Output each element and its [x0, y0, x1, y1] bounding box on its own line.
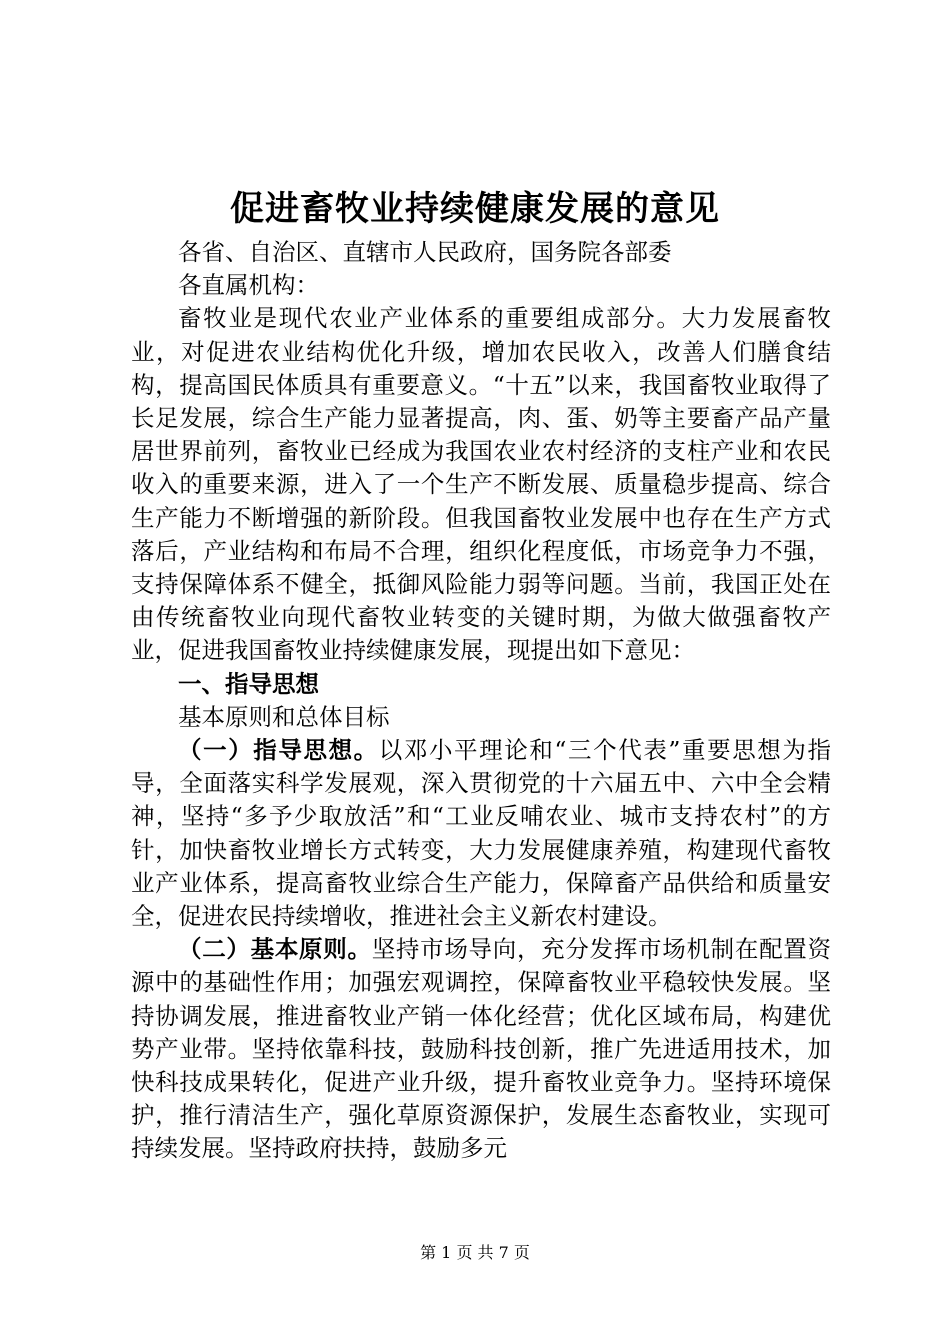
document-body: [131, 236, 831, 1166]
section-1-subheading: 基本原则和总体目标: [178, 702, 390, 731]
item-1-paragraph: [131, 734, 831, 933]
item-2-paragraph: [131, 933, 831, 1165]
item-1-label: （一）指导思想。: [178, 736, 379, 765]
document-title: 促进畜牧业持续健康发展的意见: [230, 189, 720, 229]
item-2-text: 坚持市场导向，充分发挥市场机制在配置资源中的基础性作用；加强宏观调控，保障畜牧业平稳较快发展。坚持协调发展，推进畜牧业产销一体化经营；优化区域布局，构建优势产业带。坚持依靠科技，鼓励科技创新，推广先进适用技术，加快科技成果转化，促进产业升级，提升畜牧业竞争力。坚持环境保护，推行清洁生产，强化草原资源保护，发展生态畜牧业，实现可持续发展。坚持政府扶持，鼓励多元: [131, 935, 832, 1163]
intro-paragraph: 畜牧业是现代农业产业体系的重要组成部分。大力发展畜牧业，对促进农业结构优化升级，增加农民收入，改善人们膳食结构，提高国民体质具有重要意义。“十五”以来，我国畜牧业取得了长足发展，综合生产能力显著提高，肉、蛋、奶等主要畜产品产量居世界前列，畜牧业已经成为我国农业农村经济的支柱产业和农民收入的重要来源，进入了一个生产不断发展、质量稳步提高、综合生产能力不断增强的新阶段。但我国畜牧业发展中也存在生产方式落后，产业结构和布局不合理，组织化程度低，市场竞争力不强，支持保障体系不健全，抵御风险能力弱等问题。当前，我国正处在由传统畜牧业向现代畜牧业转变的关键时期，为做大做强畜牧产业，促进我国畜牧业持续健康发展，现提出如下意见：: [131, 304, 831, 665]
item-2-label: （二）基本原则。: [178, 935, 372, 964]
section-1-heading: 一、指导思想: [178, 669, 319, 698]
item-1-text: 以邓小平理论和“三个代表”重要思想为指导，全面落实科学发展观，深入贯彻党的十六届五中、六中全会精神，坚持“多予少取放活”和“工业反哺农业、城市支持农村”的方针，加快畜牧业增长方式转变，大力发展健康养殖，构建现代畜牧业产业体系，提高畜牧业综合生产能力，保障畜产品供给和质量安全，促进农民持续增收，推进社会主义新农村建设。: [131, 736, 832, 931]
salutation-line-2: 各直属机构：: [178, 271, 319, 300]
page-footer: 第 1 页 共 7 页: [420, 1243, 530, 1262]
salutation-line-1: 各省、自治区、直辖市人民政府，国务院各部委: [178, 238, 672, 266]
